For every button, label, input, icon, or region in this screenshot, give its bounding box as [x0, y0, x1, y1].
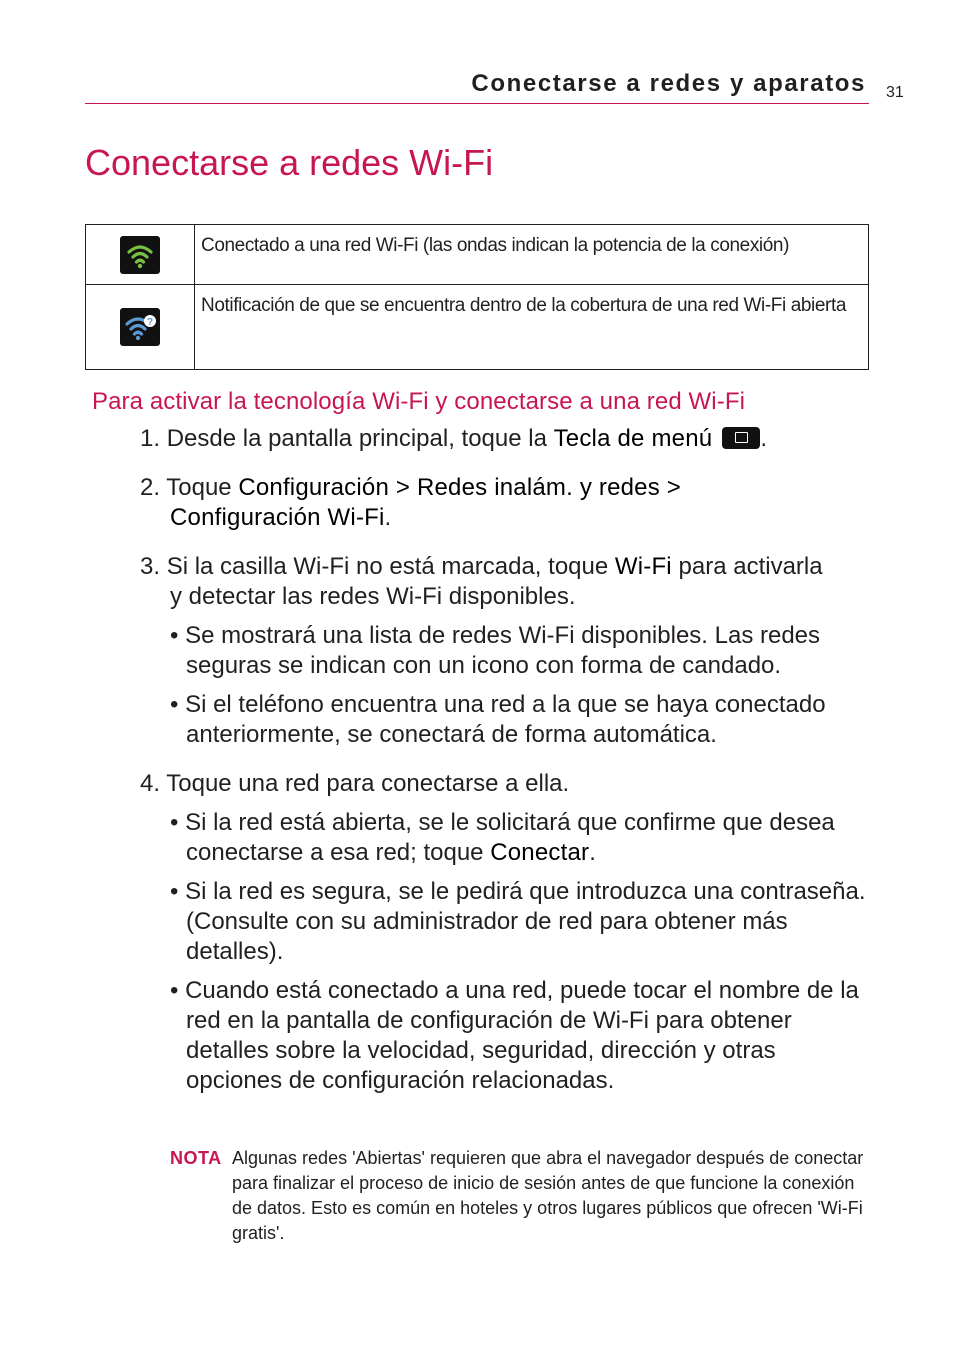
- list-item: • Si la red está abierta, se le solicitará que confirme que desea conectarse a esa red; toque Conectar.: [170, 809, 835, 866]
- step-number: 2.: [140, 474, 161, 501]
- step-3: 3. Si la casilla Wi-Fi no está marcada, toque Wi-Fi para activarla y detectar las redes Wi-Fi disponibles. • Se mostrará una lista de redes Wi-Fi disponibles. Las redes seguras se indican con un icono con forma de candado. • Si el teléfono encuentra una red a la que se haya conectado anteriormente, se conectará de forma automática.: [140, 552, 870, 750]
- table-row: [86, 285, 869, 370]
- step-number: 3.: [140, 553, 161, 580]
- page-number: 31: [886, 84, 904, 101]
- list-item: • Si la red es segura, se le pedirá que introduzca una contraseña. (Consulte con su administrador de red para obtener más detalles).: [170, 878, 866, 965]
- step-number: 4.: [140, 770, 161, 797]
- wifi-connected-icon: [120, 236, 160, 274]
- section-heading: Para activar la tecnología Wi-Fi y conectarse a una red Wi-Fi: [92, 388, 746, 415]
- ui-label: Conectar: [490, 839, 590, 866]
- step-4: 4. Toque una red para conectarse a ella. • Si la red está abierta, se le solicitará que confirme que desea conectarse a esa red; toque Conectar. • Si la red es segura, se le pedirá que introduzca una contraseña. (Consulte con su administrador de red para obtener más detalles). • Cuando está conectado a una red, puede tocar el nombre de la red en la pantalla de configuración de Wi-Fi para obtener detalles sobre la velocidad, seguridad, dirección y otras opciones de configuración relacionadas.: [140, 769, 870, 1096]
- note-label: NOTA: [170, 1148, 222, 1168]
- list-item: • Cuando está conectado a una red, puede tocar el nombre de la red en la pantalla de configuración de Wi-Fi para obtener detalles sobre la velocidad, seguridad, dirección y otras opciones de configuración relacionadas.: [170, 977, 859, 1094]
- step-number: 1.: [140, 425, 161, 452]
- header-divider: [85, 103, 869, 104]
- steps-list: [140, 424, 870, 1115]
- ui-label: Wi-Fi: [614, 553, 672, 580]
- running-header: Conectarse a redes y aparatos: [471, 70, 866, 97]
- page-title: Conectarse a redes Wi-Fi: [85, 142, 494, 183]
- icon-description: Notificación de que se encuentra dentro de la cobertura de una red Wi-Fi abierta: [195, 285, 869, 370]
- note-text: Algunas redes 'Abiertas' requieren que abra el navegador después de conectar para finalizar el proceso de inicio de sesión antes de que funcione la conexión de datos. Esto es común en hoteles y otros lugares públicos que ofrecen 'Wi-Fi gratis'.: [232, 1148, 864, 1243]
- step-1: 1. Desde la pantalla principal, toque la Tecla de menú .: [140, 425, 767, 452]
- ui-label: Configuración > Redes inalám. y redes >: [238, 474, 682, 501]
- ui-label: Configuración Wi-Fi: [170, 504, 385, 531]
- icon-description: Conectado a una red Wi-Fi (las ondas indican la potencia de la conexión): [195, 225, 869, 285]
- list-item: • Se mostrará una lista de redes Wi-Fi disponibles. Las redes seguras se indican con un icono con forma de candado.: [170, 622, 821, 679]
- status-icon-table: [85, 224, 869, 370]
- step-2: 2. Toque Configuración > Redes inalám. y redes > Configuración Wi-Fi.: [140, 474, 682, 531]
- menu-key-icon: [722, 427, 760, 449]
- wifi-open-network-icon: [120, 308, 160, 346]
- svg-text:?: ?: [146, 317, 154, 328]
- ui-label: Tecla de menú: [553, 425, 713, 452]
- table-row: [86, 225, 869, 285]
- list-item: • Si el teléfono encuentra una red a la que se haya conectado anteriormente, se conectará de forma automática.: [170, 691, 826, 748]
- note-box: [170, 1146, 870, 1246]
